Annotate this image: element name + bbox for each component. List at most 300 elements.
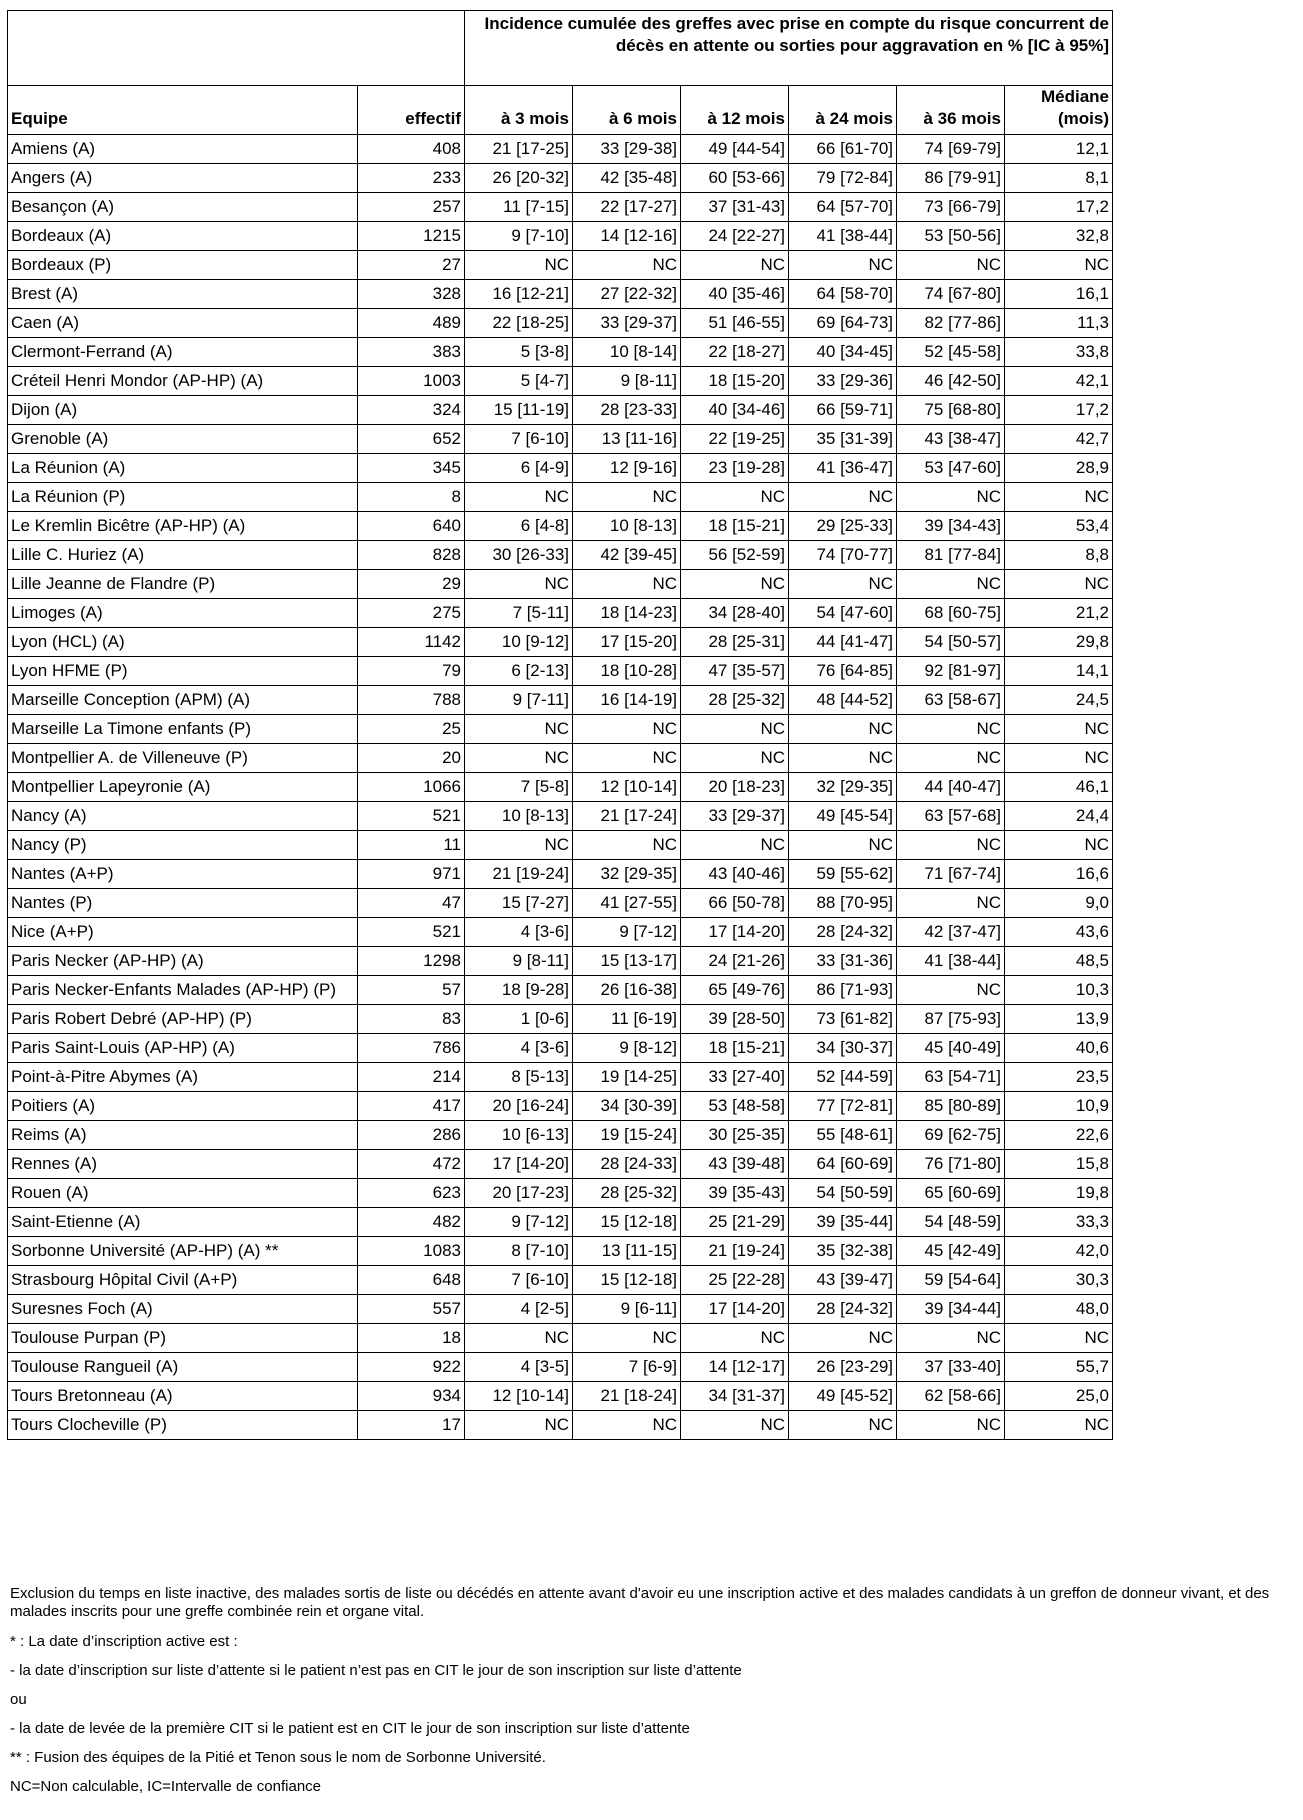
effectif-cell: 83	[358, 1005, 465, 1034]
table-row	[8, 947, 1113, 976]
incidence-3m-cell: 17 [14-20]	[465, 1150, 573, 1179]
team-name-cell: Montpellier A. de Villeneuve (P)	[8, 744, 358, 773]
incidence-3m-cell: 26 [20-32]	[465, 164, 573, 193]
incidence-3m-cell: 4 [3-6]	[465, 1034, 573, 1063]
incidence-12m-cell: 24 [22-27]	[681, 222, 789, 251]
note-lines	[10, 1633, 1290, 1796]
effectif-cell: 652	[358, 425, 465, 454]
table-row	[8, 1034, 1113, 1063]
table-row	[8, 280, 1113, 309]
incidence-24m-cell: 28 [24-32]	[789, 918, 897, 947]
incidence-6m-cell: 42 [35-48]	[573, 164, 681, 193]
incidence-6m-cell: 33 [29-38]	[573, 135, 681, 164]
incidence-3m-cell: 7 [5-8]	[465, 773, 573, 802]
incidence-36m-cell: NC	[897, 1411, 1005, 1440]
effectif-cell: 27	[358, 251, 465, 280]
incidence-36m-cell: 69 [62-75]	[897, 1121, 1005, 1150]
incidence-6m-cell: NC	[573, 483, 681, 512]
incidence-24m-cell: 33 [29-36]	[789, 367, 897, 396]
effectif-cell: 521	[358, 802, 465, 831]
effectif-cell: 1066	[358, 773, 465, 802]
effectif-cell: 345	[358, 454, 465, 483]
team-name-cell: Lille Jeanne de Flandre (P)	[8, 570, 358, 599]
team-name-cell: Strasbourg Hôpital Civil (A+P)	[8, 1266, 358, 1295]
mediane-cell: 55,7	[1005, 1353, 1113, 1382]
incidence-36m-cell: 54 [50-57]	[897, 628, 1005, 657]
incidence-24m-cell: 41 [38-44]	[789, 222, 897, 251]
incidence-24m-cell: 79 [72-84]	[789, 164, 897, 193]
incidence-3m-cell: 21 [19-24]	[465, 860, 573, 889]
table-row	[8, 1324, 1113, 1353]
team-name-cell: Rouen (A)	[8, 1179, 358, 1208]
incidence-3m-cell: 20 [16-24]	[465, 1092, 573, 1121]
table-row	[8, 251, 1113, 280]
incidence-36m-cell: 73 [66-79]	[897, 193, 1005, 222]
incidence-6m-cell: 12 [10-14]	[573, 773, 681, 802]
mediane-cell: 24,5	[1005, 686, 1113, 715]
mediane-cell: 10,9	[1005, 1092, 1113, 1121]
incidence-3m-cell: 18 [9-28]	[465, 976, 573, 1005]
incidence-6m-cell: 15 [12-18]	[573, 1208, 681, 1237]
column-header-36-mois: à 36 mois	[897, 86, 1005, 135]
mediane-cell: 25,0	[1005, 1382, 1113, 1411]
incidence-24m-cell: 34 [30-37]	[789, 1034, 897, 1063]
incidence-12m-cell: 49 [44-54]	[681, 135, 789, 164]
incidence-36m-cell: NC	[897, 744, 1005, 773]
team-name-cell: Poitiers (A)	[8, 1092, 358, 1121]
note-line: ou	[10, 1691, 27, 1708]
incidence-6m-cell: NC	[573, 251, 681, 280]
incidence-3m-cell: 12 [10-14]	[465, 1382, 573, 1411]
incidence-6m-cell: 19 [15-24]	[573, 1121, 681, 1150]
table-row	[8, 744, 1113, 773]
note-line: - la date d’inscription sur liste d’attente si le patient n’est pas en CIT le jour de son inscription sur liste d’attente	[10, 1662, 742, 1679]
incidence-24m-cell: NC	[789, 251, 897, 280]
incidence-3m-cell: 6 [4-9]	[465, 454, 573, 483]
incidence-3m-cell: 4 [3-6]	[465, 918, 573, 947]
effectif-cell: 417	[358, 1092, 465, 1121]
incidence-36m-cell: 54 [48-59]	[897, 1208, 1005, 1237]
incidence-36m-cell: 75 [68-80]	[897, 396, 1005, 425]
incidence-6m-cell: 10 [8-14]	[573, 338, 681, 367]
incidence-6m-cell: 10 [8-13]	[573, 512, 681, 541]
mediane-cell: 42,1	[1005, 367, 1113, 396]
mediane-cell: 12,1	[1005, 135, 1113, 164]
incidence-36m-cell: 62 [58-66]	[897, 1382, 1005, 1411]
team-name-cell: Brest (A)	[8, 280, 358, 309]
incidence-24m-cell: 64 [58-70]	[789, 280, 897, 309]
incidence-36m-cell: NC	[897, 251, 1005, 280]
incidence-36m-cell: 39 [34-43]	[897, 512, 1005, 541]
incidence-12m-cell: 39 [28-50]	[681, 1005, 789, 1034]
incidence-12m-cell: 53 [48-58]	[681, 1092, 789, 1121]
table-row	[8, 657, 1113, 686]
results-table	[7, 10, 1113, 1440]
incidence-3m-cell: 9 [7-12]	[465, 1208, 573, 1237]
team-name-cell: Toulouse Rangueil (A)	[8, 1353, 358, 1382]
incidence-24m-cell: 77 [72-81]	[789, 1092, 897, 1121]
mediane-cell: 19,8	[1005, 1179, 1113, 1208]
column-header-3-mois: à 3 mois	[465, 86, 573, 135]
table-row	[8, 512, 1113, 541]
incidence-36m-cell: 68 [60-75]	[897, 599, 1005, 628]
incidence-6m-cell: 13 [11-15]	[573, 1237, 681, 1266]
mediane-cell: 13,9	[1005, 1005, 1113, 1034]
incidence-6m-cell: NC	[573, 570, 681, 599]
column-header-effectif: effectif	[358, 86, 465, 135]
incidence-6m-cell: 21 [18-24]	[573, 1382, 681, 1411]
team-name-cell: Tours Bretonneau (A)	[8, 1382, 358, 1411]
table-row	[8, 222, 1113, 251]
incidence-6m-cell: 7 [6-9]	[573, 1353, 681, 1382]
incidence-12m-cell: NC	[681, 483, 789, 512]
team-name-cell: La Réunion (A)	[8, 454, 358, 483]
mediane-cell: 17,2	[1005, 193, 1113, 222]
incidence-24m-cell: 43 [39-47]	[789, 1266, 897, 1295]
incidence-24m-cell: 35 [32-38]	[789, 1237, 897, 1266]
incidence-3m-cell: 1 [0-6]	[465, 1005, 573, 1034]
mediane-cell: NC	[1005, 570, 1113, 599]
effectif-cell: 214	[358, 1063, 465, 1092]
mediane-cell: 42,0	[1005, 1237, 1113, 1266]
incidence-3m-cell: NC	[465, 1324, 573, 1353]
effectif-cell: 328	[358, 280, 465, 309]
incidence-12m-cell: 23 [19-28]	[681, 454, 789, 483]
incidence-12m-cell: 25 [22-28]	[681, 1266, 789, 1295]
mediane-cell: 28,9	[1005, 454, 1113, 483]
incidence-6m-cell: 21 [17-24]	[573, 802, 681, 831]
incidence-6m-cell: 9 [7-12]	[573, 918, 681, 947]
mediane-cell: NC	[1005, 744, 1113, 773]
incidence-12m-cell: NC	[681, 831, 789, 860]
incidence-3m-cell: 6 [2-13]	[465, 657, 573, 686]
incidence-6m-cell: 33 [29-37]	[573, 309, 681, 338]
incidence-36m-cell: NC	[897, 570, 1005, 599]
team-name-cell: Toulouse Purpan (P)	[8, 1324, 358, 1353]
mediane-cell: NC	[1005, 715, 1113, 744]
incidence-24m-cell: 40 [34-45]	[789, 338, 897, 367]
incidence-3m-cell: NC	[465, 1411, 573, 1440]
incidence-24m-cell: 33 [31-36]	[789, 947, 897, 976]
incidence-6m-cell: 28 [24-33]	[573, 1150, 681, 1179]
incidence-12m-cell: NC	[681, 1324, 789, 1353]
team-name-cell: Paris Robert Debré (AP-HP) (P)	[8, 1005, 358, 1034]
incidence-36m-cell: 42 [37-47]	[897, 918, 1005, 947]
effectif-cell: 286	[358, 1121, 465, 1150]
mediane-cell: NC	[1005, 251, 1113, 280]
table-row	[8, 425, 1113, 454]
mediane-cell: 24,4	[1005, 802, 1113, 831]
effectif-cell: 971	[358, 860, 465, 889]
mediane-cell: 9,0	[1005, 889, 1113, 918]
table-row	[8, 831, 1113, 860]
incidence-3m-cell: 6 [4-8]	[465, 512, 573, 541]
incidence-12m-cell: 14 [12-17]	[681, 1353, 789, 1382]
team-name-cell: Grenoble (A)	[8, 425, 358, 454]
effectif-cell: 257	[358, 193, 465, 222]
column-header-equipe: Equipe	[8, 86, 358, 135]
incidence-12m-cell: 30 [25-35]	[681, 1121, 789, 1150]
team-name-cell: Paris Necker (AP-HP) (A)	[8, 947, 358, 976]
column-header-12-mois: à 12 mois	[681, 86, 789, 135]
table-row	[8, 338, 1113, 367]
table-row	[8, 1063, 1113, 1092]
incidence-36m-cell: 53 [47-60]	[897, 454, 1005, 483]
table-row	[8, 454, 1113, 483]
incidence-6m-cell: 11 [6-19]	[573, 1005, 681, 1034]
effectif-cell: 472	[358, 1150, 465, 1179]
team-name-cell: Paris Necker-Enfants Malades (AP-HP) (P)	[8, 976, 358, 1005]
table-row	[8, 396, 1113, 425]
incidence-3m-cell: 16 [12-21]	[465, 280, 573, 309]
incidence-36m-cell: 46 [42-50]	[897, 367, 1005, 396]
incidence-12m-cell: 43 [39-48]	[681, 1150, 789, 1179]
incidence-6m-cell: 28 [23-33]	[573, 396, 681, 425]
table-row	[8, 1005, 1113, 1034]
incidence-6m-cell: 13 [11-16]	[573, 425, 681, 454]
incidence-3m-cell: 10 [6-13]	[465, 1121, 573, 1150]
incidence-36m-cell: 82 [77-86]	[897, 309, 1005, 338]
incidence-24m-cell: 64 [57-70]	[789, 193, 897, 222]
mediane-cell: 11,3	[1005, 309, 1113, 338]
incidence-6m-cell: 26 [16-38]	[573, 976, 681, 1005]
incidence-12m-cell: 51 [46-55]	[681, 309, 789, 338]
mediane-cell: 21,2	[1005, 599, 1113, 628]
incidence-36m-cell: NC	[897, 483, 1005, 512]
effectif-cell: 521	[358, 918, 465, 947]
incidence-6m-cell: 9 [6-11]	[573, 1295, 681, 1324]
effectif-cell: 640	[358, 512, 465, 541]
incidence-36m-cell: 41 [38-44]	[897, 947, 1005, 976]
incidence-24m-cell: 54 [47-60]	[789, 599, 897, 628]
incidence-36m-cell: 92 [81-97]	[897, 657, 1005, 686]
incidence-3m-cell: 21 [17-25]	[465, 135, 573, 164]
mediane-cell: 42,7	[1005, 425, 1113, 454]
incidence-12m-cell: 20 [18-23]	[681, 773, 789, 802]
incidence-3m-cell: 4 [3-5]	[465, 1353, 573, 1382]
incidence-24m-cell: NC	[789, 483, 897, 512]
table-row	[8, 164, 1113, 193]
team-name-cell: Montpellier Lapeyronie (A)	[8, 773, 358, 802]
incidence-24m-cell: 66 [59-71]	[789, 396, 897, 425]
incidence-6m-cell: 12 [9-16]	[573, 454, 681, 483]
incidence-12m-cell: NC	[681, 1411, 789, 1440]
super-header-blank	[8, 11, 465, 86]
incidence-36m-cell: 74 [67-80]	[897, 280, 1005, 309]
incidence-3m-cell: 11 [7-15]	[465, 193, 573, 222]
table-row	[8, 1179, 1113, 1208]
team-name-cell: Reims (A)	[8, 1121, 358, 1150]
incidence-6m-cell: 15 [13-17]	[573, 947, 681, 976]
incidence-24m-cell: 86 [71-93]	[789, 976, 897, 1005]
incidence-12m-cell: 47 [35-57]	[681, 657, 789, 686]
incidence-3m-cell: 30 [26-33]	[465, 541, 573, 570]
column-header-row	[8, 86, 1113, 135]
mediane-cell: 43,6	[1005, 918, 1113, 947]
incidence-12m-cell: 33 [29-37]	[681, 802, 789, 831]
incidence-12m-cell: 28 [25-32]	[681, 686, 789, 715]
table-row	[8, 1237, 1113, 1266]
incidence-3m-cell: NC	[465, 251, 573, 280]
incidence-36m-cell: 39 [34-44]	[897, 1295, 1005, 1324]
mediane-cell: 46,1	[1005, 773, 1113, 802]
team-name-cell: Lille C. Huriez (A)	[8, 541, 358, 570]
effectif-cell: 786	[358, 1034, 465, 1063]
effectif-cell: 8	[358, 483, 465, 512]
incidence-36m-cell: 86 [79-91]	[897, 164, 1005, 193]
effectif-cell: 57	[358, 976, 465, 1005]
incidence-3m-cell: 7 [5-11]	[465, 599, 573, 628]
team-name-cell: Nantes (A+P)	[8, 860, 358, 889]
incidence-36m-cell: 74 [69-79]	[897, 135, 1005, 164]
team-name-cell: Lyon (HCL) (A)	[8, 628, 358, 657]
table-row	[8, 309, 1113, 338]
incidence-6m-cell: 28 [25-32]	[573, 1179, 681, 1208]
incidence-36m-cell: 53 [50-56]	[897, 222, 1005, 251]
note-line: NC=Non calculable, IC=Intervalle de confiance	[10, 1778, 322, 1795]
incidence-12m-cell: 56 [52-59]	[681, 541, 789, 570]
mediane-cell: 16,1	[1005, 280, 1113, 309]
incidence-12m-cell: 25 [21-29]	[681, 1208, 789, 1237]
incidence-6m-cell: 34 [30-39]	[573, 1092, 681, 1121]
effectif-cell: 934	[358, 1382, 465, 1411]
incidence-3m-cell: 5 [4-7]	[465, 367, 573, 396]
team-name-cell: Tours Clocheville (P)	[8, 1411, 358, 1440]
effectif-cell: 623	[358, 1179, 465, 1208]
incidence-36m-cell: NC	[897, 715, 1005, 744]
effectif-cell: 25	[358, 715, 465, 744]
table-row	[8, 1411, 1113, 1440]
incidence-6m-cell: 18 [10-28]	[573, 657, 681, 686]
incidence-24m-cell: 28 [24-32]	[789, 1295, 897, 1324]
mediane-cell: 17,2	[1005, 396, 1113, 425]
incidence-12m-cell: 22 [18-27]	[681, 338, 789, 367]
note-line: * : La date d’inscription active est :	[10, 1633, 238, 1650]
team-name-cell: Bordeaux (A)	[8, 222, 358, 251]
incidence-36m-cell: 45 [42-49]	[897, 1237, 1005, 1266]
incidence-6m-cell: 16 [14-19]	[573, 686, 681, 715]
incidence-12m-cell: 17 [14-20]	[681, 1295, 789, 1324]
effectif-cell: 557	[358, 1295, 465, 1324]
footnotes	[10, 1585, 1290, 1807]
incidence-3m-cell: 10 [9-12]	[465, 628, 573, 657]
incidence-12m-cell: 37 [31-43]	[681, 193, 789, 222]
table-row	[8, 1295, 1113, 1324]
effectif-cell: 788	[358, 686, 465, 715]
incidence-3m-cell: 7 [6-10]	[465, 1266, 573, 1295]
table-row	[8, 483, 1113, 512]
incidence-24m-cell: 48 [44-52]	[789, 686, 897, 715]
team-name-cell: Angers (A)	[8, 164, 358, 193]
incidence-24m-cell: 69 [64-73]	[789, 309, 897, 338]
incidence-3m-cell: 9 [7-10]	[465, 222, 573, 251]
incidence-24m-cell: 52 [44-59]	[789, 1063, 897, 1092]
incidence-24m-cell: 76 [64-85]	[789, 657, 897, 686]
team-name-cell: Lyon HFME (P)	[8, 657, 358, 686]
effectif-cell: 383	[358, 338, 465, 367]
incidence-3m-cell: NC	[465, 483, 573, 512]
incidence-6m-cell: NC	[573, 831, 681, 860]
team-name-cell: Sorbonne Université (AP-HP) (A) **	[8, 1237, 358, 1266]
mediane-cell: 33,3	[1005, 1208, 1113, 1237]
team-name-cell: Clermont-Ferrand (A)	[8, 338, 358, 367]
incidence-12m-cell: NC	[681, 251, 789, 280]
mediane-cell: NC	[1005, 483, 1113, 512]
incidence-36m-cell: 81 [77-84]	[897, 541, 1005, 570]
incidence-24m-cell: 29 [25-33]	[789, 512, 897, 541]
incidence-3m-cell: 10 [8-13]	[465, 802, 573, 831]
incidence-3m-cell: 22 [18-25]	[465, 309, 573, 338]
incidence-36m-cell: 43 [38-47]	[897, 425, 1005, 454]
incidence-6m-cell: 14 [12-16]	[573, 222, 681, 251]
mediane-cell: 30,3	[1005, 1266, 1113, 1295]
table-row	[8, 976, 1113, 1005]
incidence-24m-cell: 49 [45-54]	[789, 802, 897, 831]
incidence-3m-cell: 5 [3-8]	[465, 338, 573, 367]
incidence-6m-cell: NC	[573, 744, 681, 773]
incidence-24m-cell: 64 [60-69]	[789, 1150, 897, 1179]
incidence-24m-cell: 55 [48-61]	[789, 1121, 897, 1150]
incidence-6m-cell: 18 [14-23]	[573, 599, 681, 628]
incidence-3m-cell: NC	[465, 570, 573, 599]
incidence-36m-cell: 87 [75-93]	[897, 1005, 1005, 1034]
incidence-36m-cell: 63 [57-68]	[897, 802, 1005, 831]
incidence-3m-cell: 8 [7-10]	[465, 1237, 573, 1266]
column-header-6-mois: à 6 mois	[573, 86, 681, 135]
incidence-36m-cell: 65 [60-69]	[897, 1179, 1005, 1208]
incidence-3m-cell: 9 [8-11]	[465, 947, 573, 976]
table-row	[8, 889, 1113, 918]
table-row	[8, 715, 1113, 744]
incidence-12m-cell: 40 [35-46]	[681, 280, 789, 309]
incidence-6m-cell: NC	[573, 1411, 681, 1440]
mediane-cell: 32,8	[1005, 222, 1113, 251]
incidence-3m-cell: 20 [17-23]	[465, 1179, 573, 1208]
incidence-3m-cell: 15 [11-19]	[465, 396, 573, 425]
table-row	[8, 193, 1113, 222]
incidence-12m-cell: 40 [34-46]	[681, 396, 789, 425]
incidence-3m-cell: 9 [7-11]	[465, 686, 573, 715]
mediane-cell: NC	[1005, 1324, 1113, 1353]
incidence-6m-cell: 9 [8-12]	[573, 1034, 681, 1063]
incidence-24m-cell: 39 [35-44]	[789, 1208, 897, 1237]
incidence-36m-cell: 52 [45-58]	[897, 338, 1005, 367]
incidence-6m-cell: NC	[573, 715, 681, 744]
incidence-36m-cell: 45 [40-49]	[897, 1034, 1005, 1063]
incidence-24m-cell: NC	[789, 570, 897, 599]
table-row	[8, 1121, 1113, 1150]
incidence-36m-cell: 76 [71-80]	[897, 1150, 1005, 1179]
team-name-cell: Amiens (A)	[8, 135, 358, 164]
team-name-cell: Nancy (A)	[8, 802, 358, 831]
effectif-cell: 324	[358, 396, 465, 425]
mediane-cell: 10,3	[1005, 976, 1113, 1005]
incidence-3m-cell: 8 [5-13]	[465, 1063, 573, 1092]
table-row	[8, 599, 1113, 628]
incidence-36m-cell: 63 [58-67]	[897, 686, 1005, 715]
table-row	[8, 1266, 1113, 1295]
effectif-cell: 1003	[358, 367, 465, 396]
table-row	[8, 802, 1113, 831]
effectif-cell: 29	[358, 570, 465, 599]
team-name-cell: Le Kremlin Bicêtre (AP-HP) (A)	[8, 512, 358, 541]
incidence-3m-cell: 4 [2-5]	[465, 1295, 573, 1324]
team-name-cell: Caen (A)	[8, 309, 358, 338]
incidence-36m-cell: NC	[897, 889, 1005, 918]
mediane-cell: 40,6	[1005, 1034, 1113, 1063]
team-name-cell: Point-à-Pitre Abymes (A)	[8, 1063, 358, 1092]
incidence-6m-cell: 27 [22-32]	[573, 280, 681, 309]
